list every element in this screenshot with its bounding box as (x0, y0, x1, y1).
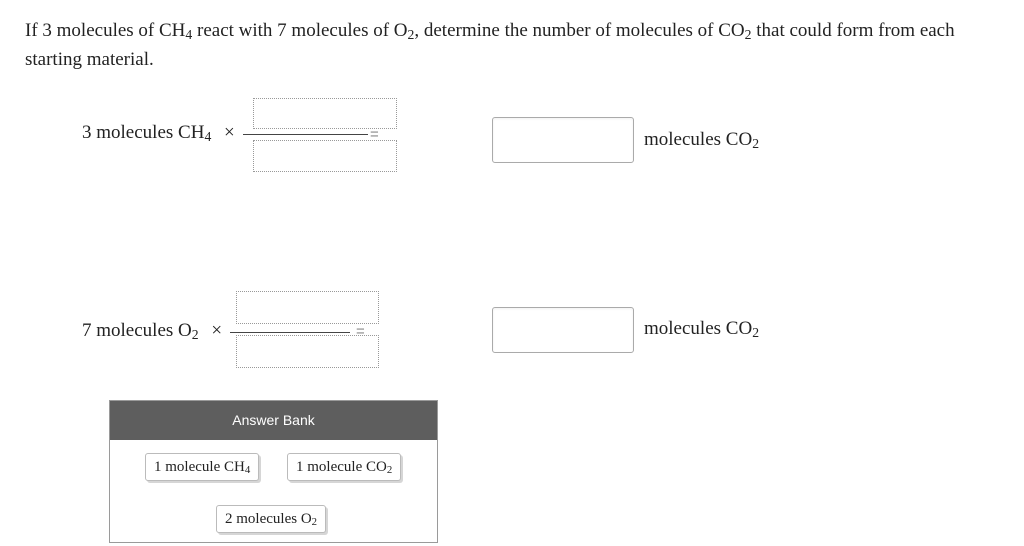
tile-subscript: 2 (311, 516, 318, 529)
question-part: react with 7 molecules of O (192, 20, 408, 41)
question-subscript: 4 (185, 27, 193, 42)
start-subscript: 4 (204, 129, 212, 144)
equals-sign: = (370, 126, 379, 143)
answer-input-o2[interactable] (492, 307, 634, 353)
answer-bank (109, 400, 438, 543)
start-subscript: 2 (191, 327, 199, 342)
tile-2-molecules-o2[interactable] (216, 505, 326, 533)
start-quantity: 7 molecules O (82, 320, 192, 341)
unit-text: molecules CO (644, 129, 753, 150)
times-sign: × (224, 122, 235, 143)
tile-subscript: 4 (244, 464, 251, 477)
answer-input-ch4[interactable] (492, 117, 634, 163)
unit-subscript: 2 (752, 325, 760, 340)
tile-1-molecule-ch4[interactable] (145, 453, 259, 481)
question-subscript: 2 (407, 27, 415, 42)
unit-label (644, 318, 759, 340)
numerator-drop-slot[interactable] (253, 98, 397, 129)
unit-label (644, 129, 759, 151)
question-part: If 3 molecules of CH (25, 20, 186, 41)
unit-subscript: 2 (752, 136, 760, 151)
question-part: that could form from each starting material. (25, 20, 955, 70)
equals-sign: = (356, 323, 365, 340)
question-subscript: 2 (744, 27, 752, 42)
denominator-drop-slot[interactable] (253, 140, 397, 172)
fraction-bar (243, 134, 368, 135)
tile-text: 1 molecule CO (296, 459, 387, 475)
start-quantity: 3 molecules CH (82, 122, 205, 143)
tile-text: 1 molecule CH (154, 459, 245, 475)
fraction-bar (230, 332, 350, 333)
tile-1-molecule-co2[interactable] (287, 453, 401, 481)
numerator-drop-slot[interactable] (236, 291, 379, 324)
unit-text: molecules CO (644, 318, 753, 339)
answer-bank-title: Answer Bank (110, 401, 437, 440)
conversion-start-label-o2 (82, 320, 222, 342)
question-text (25, 16, 1010, 74)
question-part: , determine the number of molecules of CO (414, 20, 745, 41)
tile-text: 2 molecules O (225, 511, 312, 527)
conversion-start-label-ch4 (82, 122, 235, 144)
tile-subscript: 2 (386, 464, 393, 477)
times-sign: × (211, 320, 223, 341)
